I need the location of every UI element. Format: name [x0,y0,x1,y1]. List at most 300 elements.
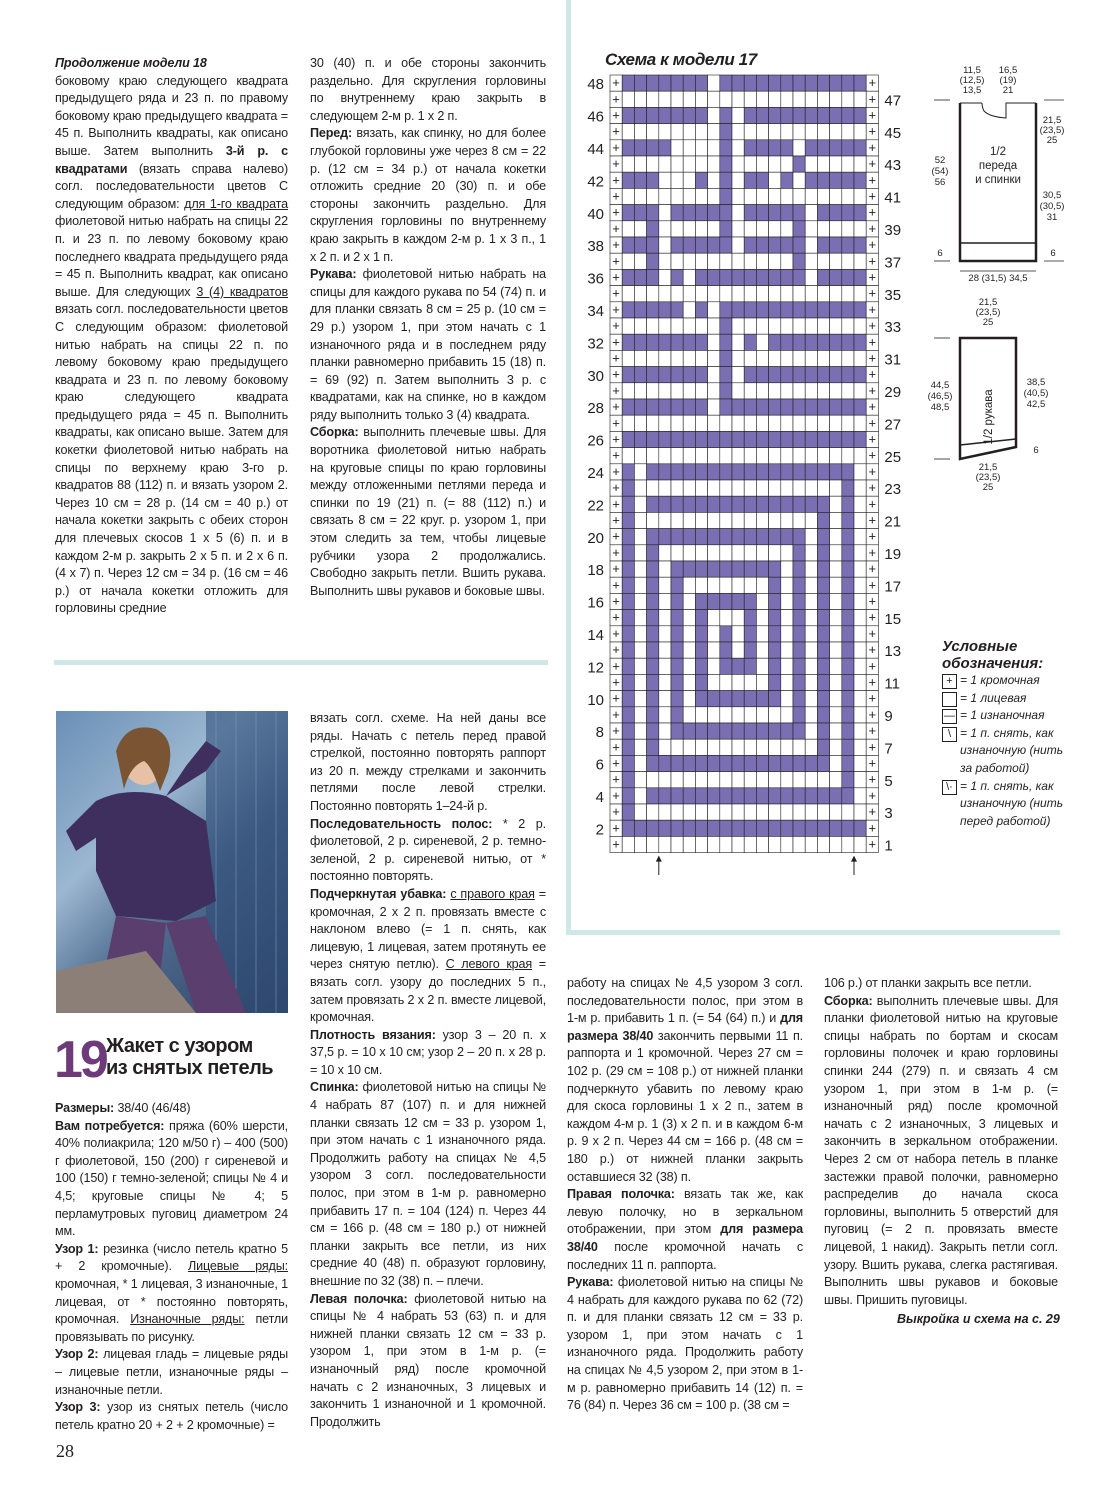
chart-cell [793,658,805,674]
chart-cell [708,124,720,140]
chart-cell [805,755,817,771]
chart-edge-symbol: + [868,658,877,674]
chart-cell [659,221,671,237]
chart-cell [744,529,756,545]
chart-edge-symbol: + [612,561,620,577]
chart-cell [634,545,646,561]
chart-cell [647,529,659,545]
chart-cell [683,610,695,626]
chart-cell [744,415,756,431]
chart-cell [793,496,805,512]
chart-cell [830,512,842,528]
chart-cell [671,124,683,140]
chart-cell [830,691,842,707]
chart-cell [793,480,805,496]
chart-cell [830,496,842,512]
chart-cell [708,626,720,642]
chart-cell [769,772,781,788]
chart-cell [769,383,781,399]
chart-cell [793,545,805,561]
chart-cell [769,691,781,707]
chart-cell [720,269,732,285]
chart-row-label-right: 41 [884,189,902,207]
chart-cell [720,512,732,528]
chart-cell [671,836,683,852]
chart-cell [805,205,817,221]
chart-edge-symbol: + [868,301,877,317]
chart-cell [817,561,829,577]
chart-cell [683,253,695,269]
chart-cell [793,221,805,237]
chart-cell [647,755,659,771]
chart-cell [756,140,768,156]
chart-cell [647,464,659,480]
chart-cell [732,318,744,334]
chart-cell [732,156,744,172]
chart-cell [659,674,671,690]
chart-cell [732,383,744,399]
chart-cell [647,658,659,674]
chart-cell [659,610,671,626]
chart-cell [634,610,646,626]
chart-cell [659,172,671,188]
chart-cell [781,480,793,496]
chart-cell [830,367,842,383]
chart-cell [830,804,842,820]
chart-cell [659,399,671,415]
chart-cell [805,820,817,836]
chart-cell [842,480,854,496]
chart-cell [671,723,683,739]
chart-cell [647,836,659,852]
chart-edge-symbol: + [612,480,620,496]
label-sleeve-cuff: 6 [1033,445,1039,456]
chart-cell [732,512,744,528]
chart-cell [854,480,866,496]
chart-cell [659,75,671,91]
chart-cell [744,156,756,172]
chart-cell [708,836,720,852]
chart-cell [842,545,854,561]
chart-cell [854,124,866,140]
chart-cell [634,496,646,512]
chart-cell [622,723,634,739]
label-height-left: 52 (54) 56 [931,155,949,188]
chart-cell [817,431,829,447]
chart-cell [842,464,854,480]
chart-cell [622,221,634,237]
chart-edge-symbol: + [612,593,620,609]
chart-cell [671,399,683,415]
chart-cell [622,188,634,204]
chart-cell [854,431,866,447]
chart-cell [744,593,756,609]
chart-cell [854,836,866,852]
chart-cell [744,496,756,512]
chart-cell [817,383,829,399]
chart-edge-symbol: + [612,771,620,787]
chart-cell [695,253,707,269]
chart-cell [695,75,707,91]
chart-cell [720,707,732,723]
chart-cell [756,350,768,366]
chart-edge-symbol: + [612,301,620,317]
chart-edge-symbol: + [612,577,620,593]
chart-cell [756,221,768,237]
chart-cell [695,383,707,399]
chart-edge-symbol: + [868,204,877,220]
chart-cell [781,739,793,755]
chart-row-label-left: 46 [587,108,604,126]
chart-cell [817,707,829,723]
chart-cell [769,253,781,269]
chart-cell [744,107,756,123]
chart-cell [659,91,671,107]
chart-cell [622,593,634,609]
chart-cell [769,156,781,172]
chart-edge-symbol: + [612,334,620,350]
chart-cell [622,691,634,707]
chart-cell [708,480,720,496]
chart-cell [805,318,817,334]
chart-cell [830,91,842,107]
chart-edge-symbol: + [612,318,620,334]
chart-cell [622,529,634,545]
chart-cell [683,674,695,690]
chart-cell [622,107,634,123]
legend-item-slip-front: \· = 1 п. снять, как изнаночную (нить перед работой) [942,778,1072,831]
chart-cell [793,156,805,172]
chart-cell [769,642,781,658]
chart-cell [842,91,854,107]
chart-cell [695,642,707,658]
chart-edge-symbol: + [612,237,620,253]
chart-cell [659,318,671,334]
chart-cell [817,172,829,188]
chart-cell [659,723,671,739]
chart-cell [756,334,768,350]
chart-cell [793,804,805,820]
chart-cell [634,302,646,318]
chart-cell [756,448,768,464]
chart-cell [842,836,854,852]
chart-cell [708,755,720,771]
chart-cell [659,302,671,318]
chart-row-label-left: 30 [587,367,604,385]
chart-cell [708,75,720,91]
chart-cell [683,399,695,415]
chart-cell [622,804,634,820]
chart-cell [622,286,634,302]
chart-cell [781,318,793,334]
chart-row-label-right: 35 [884,286,902,304]
chart-legend [942,638,1072,830]
chart-row-label-left: 32 [587,335,604,353]
chart-edge-symbol: + [612,820,620,836]
chart-cell [647,480,659,496]
chart-row-label-right: 23 [884,481,902,499]
chart-edge-symbol: + [868,399,877,415]
chart-cell [732,626,744,642]
chart-cell [720,755,732,771]
chart-cell [781,75,793,91]
chart-cell [817,91,829,107]
chart-cell [671,221,683,237]
chart-cell [854,269,866,285]
chart-row-label-right: 13 [884,643,902,661]
chart-cell [769,496,781,512]
chart-edge-symbol: + [612,139,620,155]
chart-cell [756,707,768,723]
chart-cell [683,804,695,820]
chart-edge-symbol: + [612,625,620,641]
chart-edge-symbol: + [868,820,877,836]
chart-cell [695,367,707,383]
chart-cell [793,674,805,690]
chart-cell [708,91,720,107]
chart-cell [659,739,671,755]
chart-cell [793,642,805,658]
chart-cell [756,836,768,852]
chart-cell [781,464,793,480]
chart-cell [659,188,671,204]
chart-edge-symbol: + [868,382,877,398]
chart-cell [732,836,744,852]
chart-cell [634,253,646,269]
chart-cell [708,350,720,366]
chart-cell [830,205,842,221]
chart-row-label-left: 14 [587,626,604,644]
chart-cell [647,772,659,788]
chart-cell [720,399,732,415]
chart-cell [695,269,707,285]
chart-cell [830,707,842,723]
chart-cell [830,545,842,561]
chart-cell [854,658,866,674]
chart-cell [671,286,683,302]
chart-row-label-left: 28 [587,400,604,418]
chart-cell [647,269,659,285]
chart-cell [732,755,744,771]
chart-cell [793,237,805,253]
chart-cell [854,367,866,383]
label-shoulder: 21,5 (23,5) 25 [1039,115,1065,146]
chart-cell [756,755,768,771]
pattern-schematic [920,55,1070,500]
chart-cell [744,367,756,383]
chart-cell [805,561,817,577]
chart-cell [647,593,659,609]
chart-edge-symbol: + [868,220,877,236]
chart-cell [634,739,646,755]
chart-cell [647,91,659,107]
chart-cell [622,561,634,577]
chart-cell [854,253,866,269]
chart-cell [769,658,781,674]
chart-cell [817,529,829,545]
chart-cell [830,75,842,91]
chart-cell [659,626,671,642]
chart-cell [842,172,854,188]
chart-cell [744,691,756,707]
chart-cell [695,529,707,545]
chart-cell [756,253,768,269]
chart-edge-symbol: + [868,804,877,820]
chart-edge-symbol: + [868,107,877,123]
chart-cell [659,755,671,771]
chart-cell [622,836,634,852]
chart-cell [817,739,829,755]
chart-cell [805,334,817,350]
chart-cell [647,642,659,658]
chart-cell [647,399,659,415]
chart-cell [842,593,854,609]
chart-cell [695,561,707,577]
chart-cell [817,188,829,204]
divider-vertical [566,0,571,933]
chart-cell [842,140,854,156]
chart-cell [817,512,829,528]
chart-cell [647,577,659,593]
chart-cell [622,253,634,269]
chart-cell [695,674,707,690]
chart-edge-symbol: + [868,674,877,690]
chart-cell [634,642,646,658]
chart-cell [720,545,732,561]
chart-cell [744,610,756,626]
chart-cell [720,723,732,739]
chart-cell [634,723,646,739]
chart-cell [708,820,720,836]
pattern-page-reference: Выкройка и схема на с. 29 [897,1312,1060,1326]
chart-cell [695,318,707,334]
chart-cell [805,626,817,642]
chart-cell [732,172,744,188]
chart-cell [817,302,829,318]
chart-cell [781,415,793,431]
chart-cell [805,237,817,253]
chart-cell [744,788,756,804]
chart-cell [781,577,793,593]
model-photo-illustration [56,711,288,1013]
chart-cell [781,836,793,852]
chart-cell [622,172,634,188]
chart-cell [756,674,768,690]
chart-cell [854,723,866,739]
chart-cell [671,626,683,642]
knitting-chart [575,70,920,875]
chart-cell [647,788,659,804]
chart-cell [830,593,842,609]
chart-cell [647,496,659,512]
chart-cell [708,415,720,431]
chart-edge-symbol: + [612,107,620,123]
chart-cell [854,593,866,609]
chart-cell [720,350,732,366]
chart-cell [683,350,695,366]
chart-cell [732,723,744,739]
chart-cell [695,739,707,755]
chart-cell [769,480,781,496]
chart-cell [659,367,671,383]
chart-cell [781,286,793,302]
chart-cell [695,415,707,431]
chart-cell [634,431,646,447]
chart-cell [708,723,720,739]
chart-cell [756,269,768,285]
chart-cell [805,610,817,626]
chart-edge-symbol: + [612,496,620,512]
chart-cell [720,658,732,674]
chart-cell [842,577,854,593]
chart-cell [854,804,866,820]
chart-cell [695,237,707,253]
chart-cell [793,626,805,642]
chart-cell [683,318,695,334]
chart-cell [805,480,817,496]
chart-cell [720,156,732,172]
chart-cell [708,188,720,204]
chart-cell [756,512,768,528]
chart-cell [805,350,817,366]
chart-edge-symbol: + [612,544,620,560]
chart-cell [671,253,683,269]
chart-cell [830,431,842,447]
chart-cell [634,707,646,723]
chart-cell [781,658,793,674]
page-number: 28 [56,1441,74,1461]
chart-cell [756,237,768,253]
chart-cell [659,804,671,820]
chart-cell [830,836,842,852]
chart-row-label-left: 34 [587,302,604,320]
chart-cell [720,140,732,156]
chart-row-label-right: 21 [884,513,902,531]
chart-cell [732,415,744,431]
chart-cell [744,140,756,156]
chart-cell [622,626,634,642]
chart-repeat-arrow-head [851,856,857,862]
chart-cell [805,658,817,674]
chart-cell [695,626,707,642]
chart-cell [842,448,854,464]
chart-cell [683,269,695,285]
chart-cell [842,75,854,91]
chart-cell [720,464,732,480]
plus-icon: + [942,674,957,689]
chart-cell [647,75,659,91]
model-title: Жакет с узором из снятых петель [106,1035,274,1079]
chart-cell [793,334,805,350]
chart-cell [744,707,756,723]
chart-cell [671,318,683,334]
chart-cell [842,156,854,172]
chart-cell [769,237,781,253]
chart-cell [732,772,744,788]
chart-cell [854,820,866,836]
chart-cell [732,480,744,496]
chart-edge-symbol: + [612,739,620,755]
chart-cell [708,172,720,188]
chart-cell [781,172,793,188]
chart-cell [671,804,683,820]
legend-item-slip-back: \ = 1 п. снять, как изнаночную (нить за работой) [942,725,1072,778]
chart-cell [756,367,768,383]
chart-cell [647,237,659,253]
chart-cell [781,124,793,140]
chart-row-label-right: 11 [884,675,900,693]
chart-cell [671,658,683,674]
